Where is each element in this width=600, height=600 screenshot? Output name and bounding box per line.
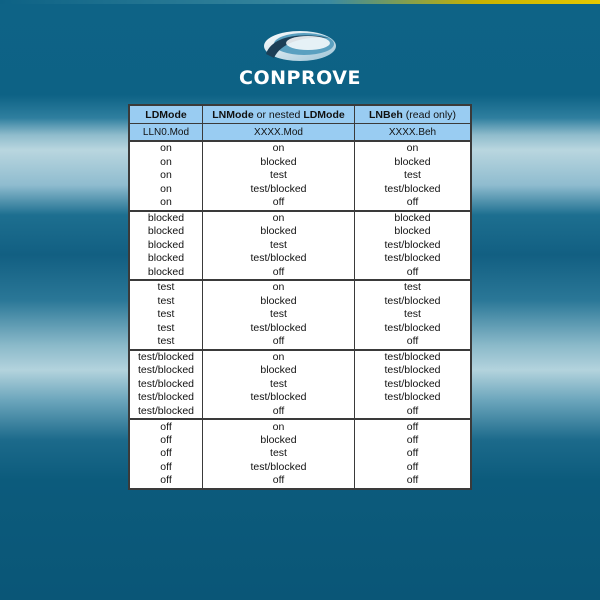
cell-value: blocked [260,364,297,377]
cell-value: test/blocked [137,364,195,377]
cell-value: test/blocked [250,182,307,195]
cell-lnbeh [355,211,471,281]
cell-value: test [157,335,175,348]
cell-value: off [406,265,419,278]
cell-value: on [272,351,285,364]
brand-name: CONPROVE [239,67,361,89]
cell-value: off [406,404,419,417]
cell-value: off [160,474,172,487]
cell-value: test/blocked [137,404,195,417]
cell-value: test [404,281,421,294]
cell-value: on [160,195,172,208]
cell-lnbeh [355,350,471,420]
cell-value: test [157,308,175,321]
cell-value: on [272,420,285,433]
cell-value: blocked [147,252,185,265]
cell-ldmode [130,211,203,281]
cell-value: blocked [394,211,431,224]
table-row-group [130,350,471,420]
cell-value: test/blocked [384,252,441,265]
cell-lnmode [203,280,355,350]
cell-value: test/blocked [384,321,441,334]
conprove-logo [0,28,600,89]
cell-value: test/blocked [137,391,195,404]
cell-value: off [406,420,419,433]
cell-lnbeh [355,141,471,211]
cell-value: blocked [147,265,185,278]
cell-value: test/blocked [137,351,195,364]
cell-value: off [272,265,285,278]
cell-value: test/blocked [250,391,307,404]
table-row-group [130,211,471,281]
cell-value: off [160,434,172,447]
cell-value: test/blocked [384,351,441,364]
cell-value: test/blocked [384,182,441,195]
cell-value: test [270,447,287,460]
cell-value: test/blocked [384,238,441,251]
cell-value: off [406,474,419,487]
cell-value: off [406,460,419,473]
table-row-group [130,419,471,488]
cell-value: test [157,294,175,307]
cell-value: test/blocked [384,294,441,307]
cell-value: off [406,335,419,348]
cell-value: on [272,211,285,224]
cell-value: test/blocked [250,252,307,265]
cell-ldmode [130,350,203,420]
cell-value: test [270,169,287,182]
cell-value: on [160,142,172,155]
cell-value: blocked [394,155,431,168]
cell-value: off [272,474,285,487]
cell-value: on [406,142,419,155]
cell-value: on [160,182,172,195]
cell-value: blocked [260,155,297,168]
cell-value: off [160,460,172,473]
cell-value: off [272,404,285,417]
cell-value: test/blocked [250,460,307,473]
cell-lnmode [203,419,355,488]
logo-swoosh-icon [260,28,340,64]
subheader-lln0-mod: LLN0.Mod [130,124,203,142]
cell-lnbeh [355,419,471,488]
table-subheader-row [130,124,471,142]
cell-value: on [272,281,285,294]
cell-value: test/blocked [384,391,441,404]
cell-value: blocked [147,238,185,251]
cell-ldmode [130,280,203,350]
cell-value: test [270,238,287,251]
cell-value: blocked [260,294,297,307]
table-row-group [130,141,471,211]
cell-value: test [157,321,175,334]
mode-behaviour-table [128,104,472,490]
table-header-row [130,106,471,124]
cell-value: on [272,142,285,155]
cell-value: blocked [394,225,431,238]
subheader-xxxx-beh: XXXX.Beh [355,124,471,142]
cell-lnmode [203,141,355,211]
header-lnmode: LNMode or nested LDMode [203,106,355,124]
cell-value: blocked [147,225,185,238]
cell-ldmode [130,419,203,488]
cell-value: off [406,434,419,447]
cell-value: test/blocked [384,364,441,377]
cell-value: test [404,308,421,321]
table-row-group [130,280,471,350]
cell-value: off [272,335,285,348]
cell-value: off [272,195,285,208]
cell-value: test [270,308,287,321]
cell-value: blocked [147,211,185,224]
cell-lnmode [203,211,355,281]
cell-value: test/blocked [137,377,195,390]
cell-value: test [404,169,421,182]
subheader-xxxx-mod: XXXX.Mod [203,124,355,142]
header-lnbeh: LNBeh (read only) [355,106,471,124]
cell-ldmode [130,141,203,211]
cell-value: on [160,155,172,168]
cell-value: test [270,377,287,390]
cell-value: test/blocked [250,321,307,334]
top-accent-bar [0,0,600,4]
cell-lnmode [203,350,355,420]
cell-value: blocked [260,434,297,447]
header-ldmode: LDMode [130,106,203,124]
cell-value: test [157,281,175,294]
cell-value: test/blocked [384,377,441,390]
cell-value: off [160,420,172,433]
cell-value: blocked [260,225,297,238]
cell-lnbeh [355,280,471,350]
cell-value: on [160,169,172,182]
cell-value: off [406,195,419,208]
cell-value: off [406,447,419,460]
cell-value: off [160,447,172,460]
